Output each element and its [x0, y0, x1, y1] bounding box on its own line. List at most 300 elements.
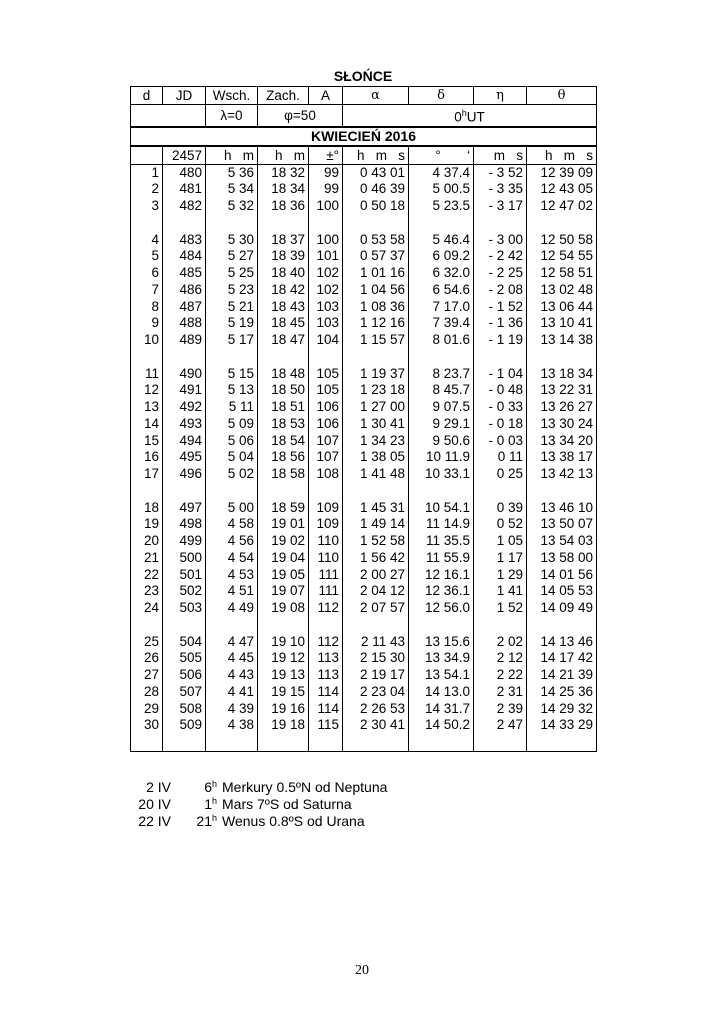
table-cell: 22 [131, 567, 163, 584]
table-cell: - 0 03 [474, 433, 527, 450]
table-cell: 1 [131, 164, 163, 181]
table-cell: 2 47 [474, 717, 527, 734]
table-cell: 2 00 27 [343, 567, 409, 584]
table-cell: 14 17 42 [527, 650, 597, 667]
table-cell: 13 26 27 [527, 399, 597, 416]
table-cell: 18 43 [258, 299, 309, 316]
table-cell: - 0 18 [474, 416, 527, 433]
table-cell: - 1 36 [474, 315, 527, 332]
unit-alpha: h m s [343, 146, 409, 165]
unit-azimuth: ±° [309, 146, 343, 165]
table-cell: 26 [131, 650, 163, 667]
spacer-cell [409, 617, 474, 634]
spacer-cell [343, 483, 409, 500]
table-cell: 114 [309, 701, 343, 718]
table-cell: 13 [131, 399, 163, 416]
table-cell: 0 53 58 [343, 232, 409, 249]
table-cell: 5 11 [206, 399, 258, 416]
spacer-cell [131, 483, 163, 500]
table-cell: 11 14.9 [409, 516, 474, 533]
table-cell: 500 [163, 550, 206, 567]
table-cell: 483 [163, 232, 206, 249]
spacer-cell [163, 215, 206, 232]
table-cell: 13 54.1 [409, 667, 474, 684]
table-cell: 4 51 [206, 583, 258, 600]
header-azimuth: A [309, 87, 343, 105]
table-cell: 3 [131, 198, 163, 215]
spacer-cell [343, 349, 409, 366]
spacer-cell [474, 734, 527, 751]
table-cell: 505 [163, 650, 206, 667]
table-cell: 19 18 [258, 717, 309, 734]
table-row [131, 650, 597, 667]
table-cell: 501 [163, 567, 206, 584]
table-row [131, 248, 597, 265]
table-cell: 6 32.0 [409, 265, 474, 282]
table-cell: 4 38 [206, 717, 258, 734]
table-cell: 498 [163, 516, 206, 533]
table-cell: 11 35.5 [409, 533, 474, 550]
table-cell: 11 55.9 [409, 550, 474, 567]
table-cell: - 2 08 [474, 282, 527, 299]
table-row [131, 533, 597, 550]
spacer-cell [131, 215, 163, 232]
spacer-cell [343, 215, 409, 232]
table-cell: 18 47 [258, 332, 309, 349]
table-cell: 4 37.4 [409, 164, 474, 181]
spacer-cell [474, 617, 527, 634]
table-cell: 2 04 12 [343, 583, 409, 600]
location-blank [131, 105, 206, 127]
table-cell: 110 [309, 550, 343, 567]
table-cell: 5 06 [206, 433, 258, 450]
spacer-cell [474, 483, 527, 500]
table-row [131, 332, 597, 349]
spacer-cell [409, 349, 474, 366]
spacer-cell [409, 734, 474, 751]
table-cell: 9 [131, 315, 163, 332]
table-cell: 104 [309, 332, 343, 349]
spacer-cell [474, 215, 527, 232]
table-cell: 2 39 [474, 701, 527, 718]
table-cell: 2 26 53 [343, 701, 409, 718]
unit-theta: h m s [527, 146, 597, 165]
ut-label: 0$^h$UT [343, 105, 597, 127]
unit-jd: 2457 [163, 146, 206, 165]
table-cell: 19 04 [258, 550, 309, 567]
table-cell: 4 58 [206, 516, 258, 533]
table-cell: 5 13 [206, 382, 258, 399]
table-cell: 12 56.0 [409, 600, 474, 617]
table-cell: 4 41 [206, 684, 258, 701]
table-cell: 113 [309, 667, 343, 684]
table-cell: 2 [131, 181, 163, 198]
table-cell: - 3 17 [474, 198, 527, 215]
spacer-cell [131, 617, 163, 634]
header-alpha: α [343, 87, 409, 105]
table-row [131, 164, 597, 181]
table-cell: - 3 00 [474, 232, 527, 249]
table-cell: 482 [163, 198, 206, 215]
table-cell: 100 [309, 232, 343, 249]
table-cell: 1 12 16 [343, 315, 409, 332]
table-cell: 5 19 [206, 315, 258, 332]
table-row [131, 449, 597, 466]
table-cell: 8 23.7 [409, 366, 474, 383]
table-row [131, 717, 597, 734]
table-cell: 4 47 [206, 634, 258, 651]
table-cell: 507 [163, 684, 206, 701]
table-cell: 1 29 [474, 567, 527, 584]
spacer-row [131, 617, 597, 634]
table-cell: 13 58 00 [527, 550, 597, 567]
table-cell: 1 08 36 [343, 299, 409, 316]
table-cell: 106 [309, 399, 343, 416]
table-cell: 28 [131, 684, 163, 701]
table-cell: 10 11.9 [409, 449, 474, 466]
table-cell: 494 [163, 433, 206, 450]
table-cell: 10 33.1 [409, 466, 474, 483]
table-cell: 18 59 [258, 500, 309, 517]
page-number: 20 [355, 963, 369, 978]
table-cell: 4 49 [206, 600, 258, 617]
table-cell: 9 50.6 [409, 433, 474, 450]
table-cell: 14 13 46 [527, 634, 597, 651]
spacer-row [131, 215, 597, 232]
spacer-cell [309, 734, 343, 751]
table-cell: 12 16.1 [409, 567, 474, 584]
table-row [131, 232, 597, 249]
spacer-cell [258, 483, 309, 500]
table-cell: 18 45 [258, 315, 309, 332]
table-cell: 5 23.5 [409, 198, 474, 215]
table-cell: 2 30 41 [343, 717, 409, 734]
table-cell: 5 36 [206, 164, 258, 181]
table-cell: 18 37 [258, 232, 309, 249]
table-cell: 103 [309, 315, 343, 332]
table-cell: 18 40 [258, 265, 309, 282]
table-row [131, 634, 597, 651]
table-cell: 13 34 20 [527, 433, 597, 450]
header-sunrise: Wsch. [206, 87, 258, 105]
spacer-cell [258, 215, 309, 232]
table-cell: 5 30 [206, 232, 258, 249]
table-cell: 5 00 [206, 500, 258, 517]
table-cell: 14 13.0 [409, 684, 474, 701]
table-cell: 4 56 [206, 533, 258, 550]
spacer-cell [343, 617, 409, 634]
spacer-cell [258, 349, 309, 366]
table-cell: 486 [163, 282, 206, 299]
table-cell: 19 [131, 516, 163, 533]
table-cell: 100 [309, 198, 343, 215]
table-cell: 1 04 56 [343, 282, 409, 299]
table-cell: 503 [163, 600, 206, 617]
table-cell: 14 01 56 [527, 567, 597, 584]
table-row [131, 550, 597, 567]
table-cell: 5 09 [206, 416, 258, 433]
table-cell: 0 11 [474, 449, 527, 466]
event-date: 2 IV [146, 779, 171, 795]
table-cell: 504 [163, 634, 206, 651]
column-header-row [131, 87, 597, 105]
event-hour: 1$^h$ [204, 796, 217, 812]
table-cell: 5 25 [206, 265, 258, 282]
table-cell: 4 43 [206, 667, 258, 684]
spacer-cell [474, 349, 527, 366]
spacer-cell [309, 215, 343, 232]
table-cell: 19 07 [258, 583, 309, 600]
spacer-cell [527, 734, 597, 751]
table-cell: 10 [131, 332, 163, 349]
spacer-cell [409, 483, 474, 500]
table-row [131, 516, 597, 533]
table-cell: - 1 19 [474, 332, 527, 349]
table-cell: 0 43 01 [343, 164, 409, 181]
table-cell: - 0 33 [474, 399, 527, 416]
table-cell: 495 [163, 449, 206, 466]
table-cell: 2 11 43 [343, 634, 409, 651]
table-cell: 9 29.1 [409, 416, 474, 433]
table-cell: 484 [163, 248, 206, 265]
unit-sunset: h m [258, 146, 309, 165]
table-cell: 12 58 51 [527, 265, 597, 282]
table-cell: 2 15 30 [343, 650, 409, 667]
spacer-cell [527, 215, 597, 232]
table-cell: 12 36.1 [409, 583, 474, 600]
table-cell: - 1 52 [474, 299, 527, 316]
table-cell: 109 [309, 516, 343, 533]
spacer-cell [206, 349, 258, 366]
table-cell: 14 [131, 416, 163, 433]
spacer-cell [309, 483, 343, 500]
table-cell: 29 [131, 701, 163, 718]
table-cell: 19 13 [258, 667, 309, 684]
event-text: Mars 7ºS od Saturna [222, 796, 352, 812]
table-cell: 481 [163, 181, 206, 198]
table-cell: 0 25 [474, 466, 527, 483]
table-title: SŁOŃCE [333, 68, 393, 84]
table-cell: 19 15 [258, 684, 309, 701]
table-cell: 493 [163, 416, 206, 433]
table-cell: 16 [131, 449, 163, 466]
table-cell: 1 52 [474, 600, 527, 617]
table-cell: 105 [309, 382, 343, 399]
table-cell: 488 [163, 315, 206, 332]
spacer-cell [309, 349, 343, 366]
table-cell: 12 39 09 [527, 164, 597, 181]
spacer-row [131, 349, 597, 366]
table-cell: 14 05 53 [527, 583, 597, 600]
table-cell: 14 29 32 [527, 701, 597, 718]
event-item [130, 813, 387, 830]
table-cell: 13 46 10 [527, 500, 597, 517]
table-cell: 1 01 16 [343, 265, 409, 282]
spacer-cell [206, 734, 258, 751]
table-cell: 4 53 [206, 567, 258, 584]
table-cell: 14 25 36 [527, 684, 597, 701]
table-cell: 491 [163, 382, 206, 399]
table-cell: 18 34 [258, 181, 309, 198]
table-cell: 5 34 [206, 181, 258, 198]
spacer-cell [258, 617, 309, 634]
table-row [131, 433, 597, 450]
table-cell: 5 17 [206, 332, 258, 349]
table-cell: 509 [163, 717, 206, 734]
table-cell: 13 38 17 [527, 449, 597, 466]
table-cell: 5 [131, 248, 163, 265]
table-cell: 0 39 [474, 500, 527, 517]
month-row [131, 127, 597, 146]
table-cell: 24 [131, 600, 163, 617]
table-cell: 111 [309, 567, 343, 584]
table-row [131, 500, 597, 517]
spacer-cell [131, 734, 163, 751]
units-row [131, 146, 597, 165]
table-row [131, 366, 597, 383]
latitude-label: φ=50 [258, 105, 343, 127]
table-cell: 112 [309, 600, 343, 617]
table-cell: 1 19 37 [343, 366, 409, 383]
spacer-cell [343, 734, 409, 751]
table-cell: 1 52 58 [343, 533, 409, 550]
unit-delta: ° ‘ [409, 146, 474, 165]
table-row [131, 701, 597, 718]
location-row [131, 105, 597, 127]
table-cell: 15 [131, 433, 163, 450]
table-cell: 489 [163, 332, 206, 349]
table-cell: 1 34 23 [343, 433, 409, 450]
table-row [131, 600, 597, 617]
spacer-cell [163, 349, 206, 366]
table-cell: 19 10 [258, 634, 309, 651]
table-cell: 19 16 [258, 701, 309, 718]
table-cell: 103 [309, 299, 343, 316]
table-cell: 5 27 [206, 248, 258, 265]
table-cell: 2 19 17 [343, 667, 409, 684]
table-cell: 1 23 18 [343, 382, 409, 399]
event-item [130, 796, 387, 813]
spacer-cell [163, 734, 206, 751]
table-cell: 13 18 34 [527, 366, 597, 383]
sun-table-section [130, 67, 596, 752]
table-cell: 14 09 49 [527, 600, 597, 617]
table-cell: 5 00.5 [409, 181, 474, 198]
table-cell: 106 [309, 416, 343, 433]
table-cell: 502 [163, 583, 206, 600]
events-list [130, 779, 387, 830]
table-cell: 1 41 48 [343, 466, 409, 483]
event-text: Wenus 0.8ºS od Urana [222, 813, 365, 829]
table-cell: 4 39 [206, 701, 258, 718]
header-d: d [131, 87, 163, 105]
table-cell: 6 09.2 [409, 248, 474, 265]
table-row [131, 567, 597, 584]
table-row [131, 282, 597, 299]
spacer-cell [206, 617, 258, 634]
table-cell: 5 23 [206, 282, 258, 299]
table-cell: 18 54 [258, 433, 309, 450]
table-cell: 7 [131, 282, 163, 299]
table-cell: 0 57 37 [343, 248, 409, 265]
table-cell: 14 31.7 [409, 701, 474, 718]
table-cell: 115 [309, 717, 343, 734]
table-cell: 508 [163, 701, 206, 718]
table-row [131, 684, 597, 701]
table-cell: 13 54 03 [527, 533, 597, 550]
table-cell: 105 [309, 366, 343, 383]
table-cell: 18 39 [258, 248, 309, 265]
unit-eta: m s [474, 146, 527, 165]
data-rows [131, 164, 597, 751]
table-cell: 497 [163, 500, 206, 517]
table-cell: 18 36 [258, 198, 309, 215]
table-cell: 14 33 29 [527, 717, 597, 734]
table-cell: 4 [131, 232, 163, 249]
unit-sunrise: h m [206, 146, 258, 165]
table-cell: 4 45 [206, 650, 258, 667]
header-delta: δ [409, 87, 474, 105]
spacer-row [131, 734, 597, 751]
table-cell: 14 50.2 [409, 717, 474, 734]
event-hour: 6$^h$ [204, 779, 217, 795]
header-theta: θ [527, 87, 597, 105]
spacer-cell [131, 349, 163, 366]
table-cell: 480 [163, 164, 206, 181]
table-cell: 107 [309, 433, 343, 450]
event-text: Merkury 0.5ºN od Neptuna [222, 779, 388, 795]
table-cell: 111 [309, 583, 343, 600]
table-cell: 113 [309, 650, 343, 667]
table-cell: 8 01.6 [409, 332, 474, 349]
table-cell: 1 05 [474, 533, 527, 550]
table-cell: 12 47 02 [527, 198, 597, 215]
table-cell: 5 15 [206, 366, 258, 383]
table-row [131, 667, 597, 684]
table-cell: - 3 52 [474, 164, 527, 181]
table-cell: 18 56 [258, 449, 309, 466]
longitude-label: λ=0 [206, 105, 258, 127]
table-cell: - 2 25 [474, 265, 527, 282]
table-cell: 496 [163, 466, 206, 483]
table-cell: 19 05 [258, 567, 309, 584]
table-cell: 0 52 [474, 516, 527, 533]
table-cell: 19 12 [258, 650, 309, 667]
table-cell: - 3 35 [474, 181, 527, 198]
table-cell: 506 [163, 667, 206, 684]
table-cell: 490 [163, 366, 206, 383]
table-cell: 13 34.9 [409, 650, 474, 667]
table-cell: 1 17 [474, 550, 527, 567]
table-cell: 23 [131, 583, 163, 600]
table-row [131, 382, 597, 399]
header-jd: JD [163, 87, 206, 105]
table-cell: 13 10 41 [527, 315, 597, 332]
event-hour: 21$^h$ [196, 813, 217, 829]
spacer-cell [527, 617, 597, 634]
header-sunset: Zach. [258, 87, 309, 105]
table-cell: 13 22 31 [527, 382, 597, 399]
sun-ephemeris-table [130, 86, 597, 752]
table-cell: 18 53 [258, 416, 309, 433]
table-cell: 2 07 57 [343, 600, 409, 617]
table-row [131, 399, 597, 416]
table-cell: 99 [309, 181, 343, 198]
table-cell: 13 14 38 [527, 332, 597, 349]
table-cell: 30 [131, 717, 163, 734]
table-cell: 17 [131, 466, 163, 483]
table-cell: 485 [163, 265, 206, 282]
